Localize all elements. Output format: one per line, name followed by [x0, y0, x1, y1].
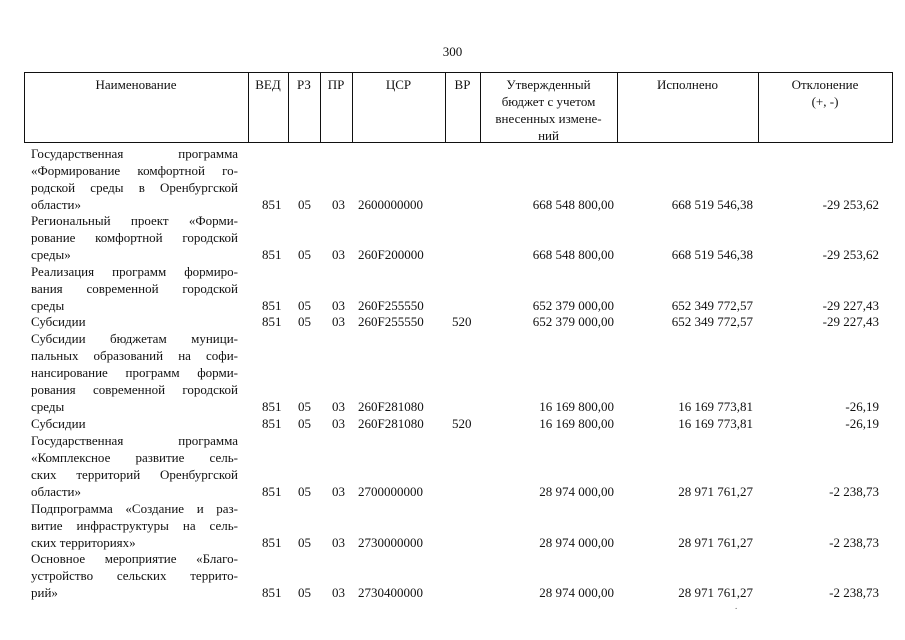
row-deviation: -29 227,43	[822, 314, 879, 329]
row-ved: 851	[262, 247, 282, 262]
row-ved: 851	[262, 399, 282, 414]
row-csr: 2730400000	[358, 585, 423, 600]
row-pr: 03	[332, 314, 345, 329]
row-name	[31, 212, 238, 263]
row-name-line: Государственная программа	[31, 146, 238, 161]
row-deviation: -29 253,62	[822, 197, 879, 212]
row-pr: 03	[332, 585, 345, 600]
header-executed: Исполнено	[656, 77, 719, 92]
header-vr: ВР	[454, 77, 471, 92]
header-deviation: Отклонение (+, -)	[791, 77, 859, 109]
row-deviation: -29 227,43	[822, 298, 879, 313]
row-name-line: рования современной городской	[31, 382, 238, 397]
row-executed: 652 349 772,57	[671, 298, 753, 313]
row-csr: 2600000000	[358, 197, 423, 212]
row-name-line: вания современной городской	[31, 281, 238, 296]
row-name	[31, 330, 238, 415]
row-name-line: «Формирование комфортной го-	[31, 163, 238, 178]
row-pr: 03	[332, 298, 345, 313]
row-vr: 520	[452, 314, 472, 329]
row-name-line: среды	[31, 298, 65, 313]
row-rz: 05	[298, 585, 311, 600]
row-deviation: -26,19	[845, 399, 879, 414]
row-name-line: витие инфраструктуры на сель-	[31, 518, 238, 533]
row-budget: 28 974 000,00	[539, 535, 614, 550]
row-name-line: пальных образований на софи-	[31, 348, 238, 363]
header-ved: ВЕД	[255, 77, 281, 92]
row-rz: 05	[298, 484, 311, 499]
row-pr: 03	[332, 535, 345, 550]
row-pr: 03	[332, 399, 345, 414]
row-name	[31, 145, 238, 213]
row-executed: 668 519 546,38	[671, 197, 753, 212]
row-budget: 28 974 000,00	[539, 484, 614, 499]
row-name-line: среды	[31, 399, 65, 414]
row-name-line: нансирование программ форми-	[31, 365, 238, 380]
row-budget: 16 169 800,00	[539, 399, 614, 414]
row-ved: 851	[262, 585, 282, 600]
row-name	[31, 500, 238, 551]
row-ved: 851	[262, 197, 282, 212]
header-bottom-border	[24, 142, 893, 143]
scan-mark: .	[735, 601, 738, 611]
row-executed: 28 971 761,27	[678, 484, 753, 499]
row-name	[31, 313, 238, 330]
row-name-line: Государственная программа	[31, 433, 238, 448]
row-pr: 03	[332, 197, 345, 212]
row-deviation: -2 238,73	[829, 484, 879, 499]
row-name-line: Региональный проект «Форми-	[31, 213, 238, 228]
header-top-border	[24, 72, 893, 73]
row-executed: 652 349 772,57	[671, 314, 753, 329]
row-executed: 28 971 761,27	[678, 585, 753, 600]
row-budget: 668 548 800,00	[532, 247, 614, 262]
row-budget: 652 379 000,00	[532, 298, 614, 313]
row-executed: 28 971 761,27	[678, 535, 753, 550]
row-rz: 05	[298, 197, 311, 212]
row-name-line: среды»	[31, 247, 71, 262]
row-budget: 28 974 000,00	[539, 585, 614, 600]
row-ved: 851	[262, 416, 282, 431]
header-name: Наименование	[95, 77, 177, 92]
row-name-line: Субсидии	[31, 416, 86, 431]
page-number: 300	[442, 44, 463, 59]
row-name	[31, 432, 238, 500]
row-csr: 2700000000	[358, 484, 423, 499]
row-name-line: Субсидии бюджетам муници-	[31, 331, 238, 346]
row-executed: 16 169 773,81	[678, 399, 753, 414]
row-csr: 260F255550	[358, 298, 424, 313]
row-rz: 05	[298, 298, 311, 313]
row-budget: 652 379 000,00	[532, 314, 614, 329]
row-csr: 260F281080	[358, 399, 424, 414]
row-name	[31, 263, 238, 314]
row-name-line: области»	[31, 197, 81, 212]
row-rz: 05	[298, 314, 311, 329]
header-pr: ПР	[327, 77, 345, 92]
row-name-line: «Комплексное развитие сель-	[31, 450, 238, 465]
row-name-line: Подпрограмма «Создание и раз-	[31, 501, 238, 516]
row-rz: 05	[298, 416, 311, 431]
row-name-line: родской среды в Оренбургской	[31, 180, 238, 195]
row-csr: 260F200000	[358, 247, 424, 262]
table-header	[24, 72, 893, 143]
row-name-line: ских территорий Оренбургской	[31, 467, 238, 482]
row-ved: 851	[262, 484, 282, 499]
row-ved: 851	[262, 314, 282, 329]
row-name-line: области»	[31, 484, 81, 499]
row-budget: 668 548 800,00	[532, 197, 614, 212]
header-budget: Утвержденный бюджет с учетом внесенных измене- ний	[495, 77, 602, 143]
row-deviation: -2 238,73	[829, 585, 879, 600]
row-deviation: -2 238,73	[829, 535, 879, 550]
row-deviation: -26,19	[845, 416, 879, 431]
row-pr: 03	[332, 247, 345, 262]
row-name-line: ских территориях»	[31, 535, 136, 550]
row-name-line: рий»	[31, 585, 58, 600]
row-name	[31, 415, 238, 432]
row-pr: 03	[332, 416, 345, 431]
row-csr: 260F281080	[358, 416, 424, 431]
header-rz: РЗ	[297, 77, 311, 92]
header-csr: ЦСР	[385, 77, 412, 92]
row-rz: 05	[298, 247, 311, 262]
row-name-line: Основное мероприятие «Благо-	[31, 551, 238, 566]
row-name-line: Субсидии	[31, 314, 86, 329]
row-name	[31, 550, 238, 601]
row-name-line: Реализация программ формиро-	[31, 264, 238, 279]
row-rz: 05	[298, 535, 311, 550]
header-border	[892, 72, 893, 143]
row-ved: 851	[262, 535, 282, 550]
row-vr: 520	[452, 416, 472, 431]
row-deviation: -29 253,62	[822, 247, 879, 262]
row-csr: 2730000000	[358, 535, 423, 550]
row-ved: 851	[262, 298, 282, 313]
row-name-line: устройство сельских террито-	[31, 568, 238, 583]
row-csr: 260F255550	[358, 314, 424, 329]
row-rz: 05	[298, 399, 311, 414]
row-name-line: рование комфортной городской	[31, 230, 238, 245]
row-budget: 16 169 800,00	[539, 416, 614, 431]
row-pr: 03	[332, 484, 345, 499]
row-executed: 16 169 773,81	[678, 416, 753, 431]
row-executed: 668 519 546,38	[671, 247, 753, 262]
